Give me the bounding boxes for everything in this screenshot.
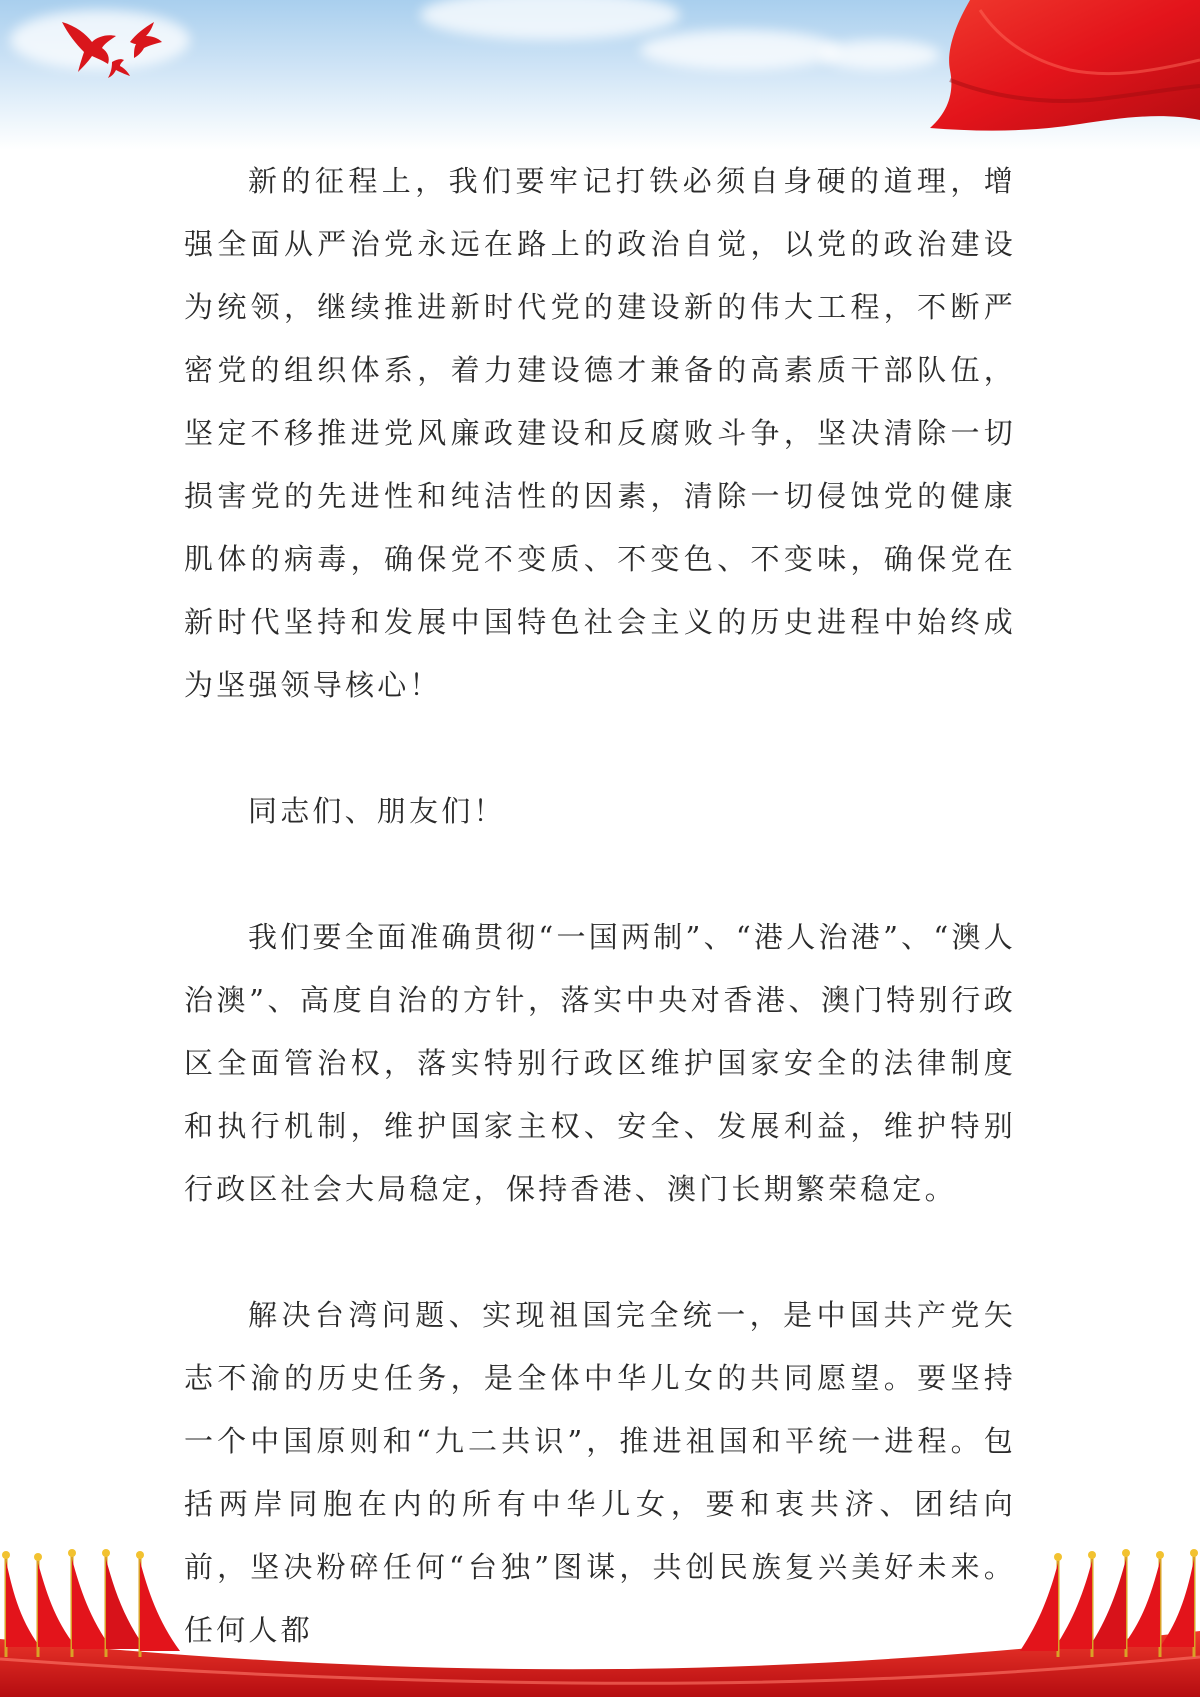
footer-flags-decoration [0, 1547, 1200, 1697]
article-body [184, 150, 1016, 1662]
paragraph: 我们要全面准确贯彻“一国两制”、“港人治港”、“澳人治澳”、高度自治的方针，落实中央对香港、澳门特别行政区全面管治权，落实特别行政区维护国家安全的法律制度和执行机制，维护国家主权、安全、发展利益，维护特别行政区社会大局稳定，保持香港、澳门长期繁荣稳定。 [184, 920, 1016, 1206]
paragraph: 解决台湾问题、实现祖国完全统一，是中国共产党矢志不渝的历史任务，是全体中华儿女的共同愿望。要坚持一个中国原则和“九二共识”，推进祖国和平统一进程。包括两岸同胞在内的所有中华儿女，要和衷共济、团结向前，坚决粉碎任何“台独”图谋，共创民族复兴美好未来。任何人都 [184, 1298, 1016, 1647]
paragraph: 同志们、朋友们！ [248, 794, 506, 828]
paragraph: 新的征程上，我们要牢记打铁必须自身硬的道理，增强全面从严治党永远在路上的政治自觉，以党的政治建设为统领，继续推进新时代党的建设新的伟大工程，不断严密党的组织体系，着力建设德才兼备的高素质干部队伍，坚定不移推进党风廉政建设和反腐败斗争，坚决清除一切损害党的先进性和纯洁性的因素，清除一切侵蚀党的健康肌体的病毒，确保党不变质、不变色、不变味，确保党在新时代坚持和发展中国特色社会主义的历史进程中始终成为坚强领导核心！ [184, 164, 1016, 702]
right-flags-icon [1020, 1549, 1198, 1657]
left-flags-icon [2, 1549, 180, 1657]
doves-icon [58, 12, 178, 82]
red-flag-icon [910, 0, 1200, 135]
